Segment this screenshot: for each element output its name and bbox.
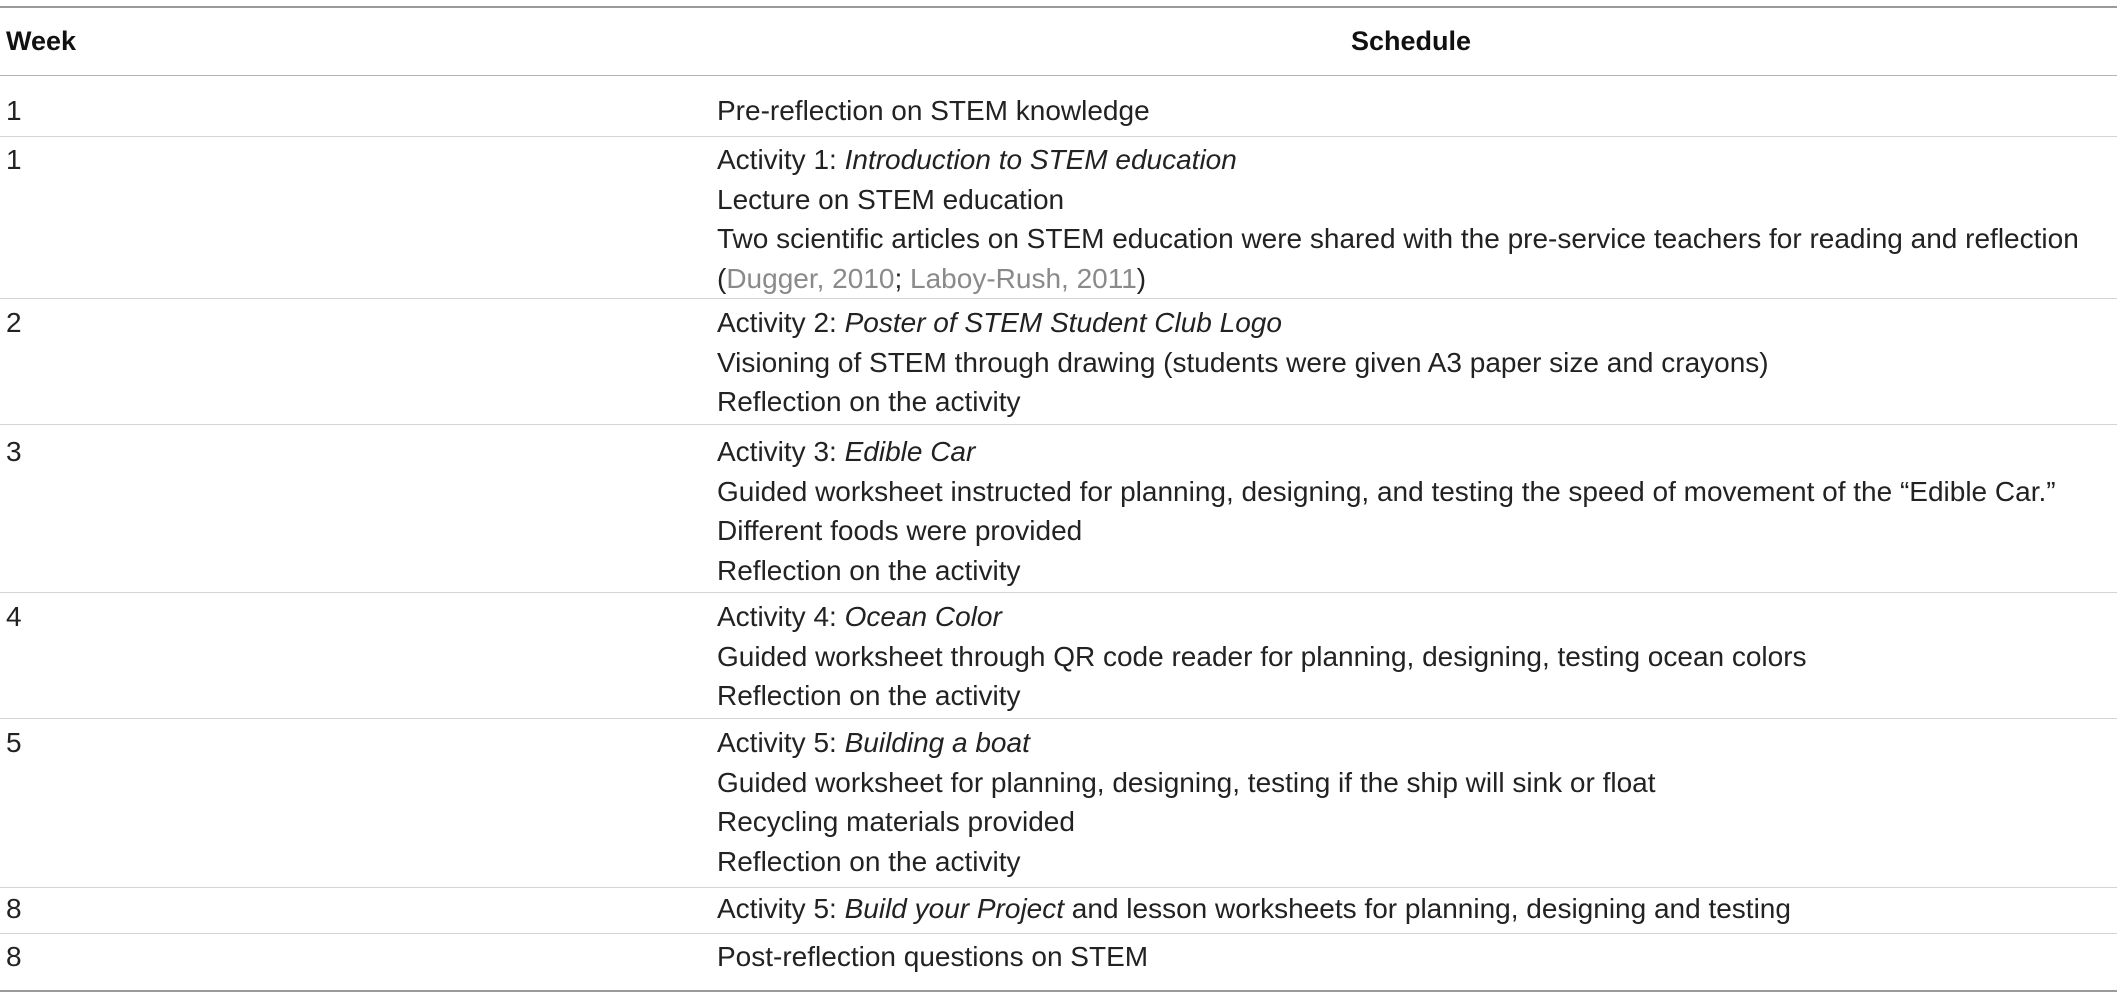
row-divider — [0, 887, 2117, 888]
schedule-line: Visioning of STEM through drawing (students were given A3 paper size and crayons) — [717, 346, 1769, 378]
schedule-line: Reflection on the activity — [717, 845, 1021, 877]
schedule-cell — [717, 303, 1769, 422]
schedule-line: Post-reflection questions on STEM — [717, 941, 1149, 972]
activity-prefix: Activity 4: — [717, 601, 845, 632]
activity-prefix: Activity 1: — [717, 144, 845, 175]
schedule-line — [717, 259, 2079, 299]
schedule-line: Lecture on STEM education — [717, 183, 1065, 215]
schedule-cell — [717, 723, 1656, 881]
schedule-line: Reflection on the activity — [717, 680, 1021, 711]
activity-title: Build your Project — [844, 893, 1065, 924]
activity-prefix: Activity 5: — [717, 727, 845, 758]
row-divider — [0, 933, 2117, 934]
paren-open: ( — [717, 262, 727, 294]
schedule-line: Guided worksheet instructed for planning, designing, and testing the speed of movement of the “Edible Car.” — [717, 475, 2056, 507]
schedule-line — [717, 723, 1656, 763]
activity-suffix: and lesson worksheets for planning, designing and testing — [1064, 893, 1791, 924]
row-divider — [0, 298, 2117, 299]
table-bottom-rule — [0, 990, 2117, 992]
schedule-line — [717, 889, 1791, 929]
row-divider — [0, 424, 2117, 425]
activity-prefix: Activity 3: — [717, 436, 845, 467]
week-cell: 8 — [6, 893, 22, 924]
activity-title: Introduction to STEM education — [844, 144, 1237, 175]
schedule-line: Guided worksheet for planning, designing, testing if the ship will sink or float — [717, 766, 1656, 798]
activity-prefix: Activity 2: — [717, 307, 845, 338]
table-header — [0, 6, 2117, 75]
row-divider — [0, 718, 2117, 719]
row-divider — [0, 592, 2117, 593]
activity-title: Building a boat — [844, 727, 1030, 758]
week-cell: 1 — [6, 144, 22, 175]
schedule-line — [717, 432, 2056, 472]
schedule-cell — [717, 140, 2079, 298]
schedule-line: Guided worksheet through QR code reader for planning, designing, testing ocean colors — [717, 640, 1807, 672]
schedule-line: Two scientific articles on STEM education were shared with the pre-service teachers for reading and reflection — [717, 223, 2079, 254]
activity-title: Poster of STEM Student Club Logo — [844, 307, 1282, 338]
activity-title: Ocean Color — [844, 601, 1002, 632]
schedule-cell — [717, 91, 1150, 131]
row-divider — [0, 136, 2117, 137]
header-bottom-rule — [0, 75, 2117, 76]
header-schedule: Schedule — [1351, 26, 1472, 56]
schedule-line: Reflection on the activity — [717, 554, 1021, 586]
schedule-line — [717, 303, 1769, 343]
schedule-line — [717, 597, 1807, 637]
week-cell: 3 — [6, 436, 22, 467]
schedule-line: Pre-reflection on STEM knowledge — [717, 95, 1150, 126]
schedule-cell — [717, 937, 1148, 977]
citation-link[interactable]: Laboy-Rush, 2011 — [910, 262, 1137, 294]
citation-link[interactable]: Dugger, 2010 — [726, 262, 895, 294]
schedule-cell — [717, 597, 1807, 716]
schedule-line: Different foods were provided — [717, 515, 1083, 546]
schedule-cell — [717, 889, 1791, 929]
week-cell: 2 — [6, 307, 22, 338]
week-cell: 4 — [6, 601, 22, 632]
schedule-cell — [717, 432, 2056, 590]
schedule-line: Recycling materials provided — [717, 806, 1075, 837]
header-week: Week — [6, 26, 77, 56]
paren-close: ) — [1136, 262, 1147, 294]
week-cell: 8 — [6, 941, 22, 972]
schedule-line: Reflection on the activity — [717, 386, 1021, 417]
activity-title: Edible Car — [844, 436, 976, 467]
activity-prefix: Activity 5: — [717, 893, 845, 924]
citation-separator: ; — [894, 262, 911, 294]
week-cell: 1 — [6, 95, 22, 126]
schedule-line — [717, 140, 2079, 180]
week-cell: 5 — [6, 727, 22, 758]
